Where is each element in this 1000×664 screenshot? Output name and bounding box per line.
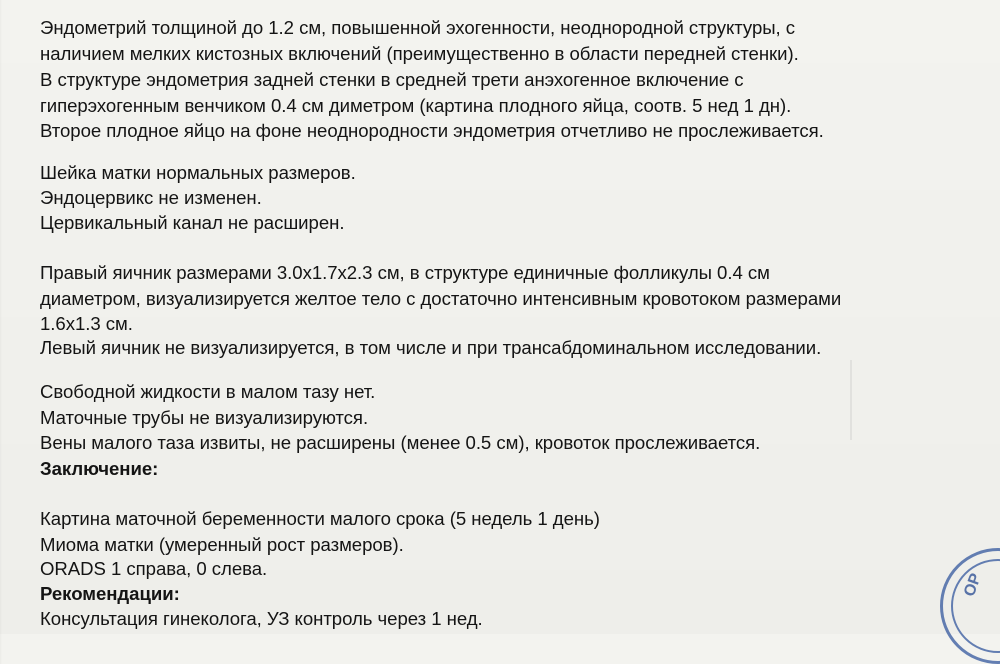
stamp-text: ОР <box>961 571 985 599</box>
text-line: Маточные трубы не визуализируются. <box>40 407 369 428</box>
text-line: диаметром, визуализируется желтое тело с достаточно интенсивным кровотоком размерами <box>40 288 842 309</box>
conclusion-heading: Заключение: <box>40 458 159 479</box>
text-line: Цервикальный канал не расширен. <box>40 212 345 233</box>
text-line: 1.6х1.3 см. <box>40 313 133 334</box>
text-line: В структуре эндометрия задней стенки в средней трети анэхогенное включение с <box>40 69 744 90</box>
recommendations-heading: Рекомендации: <box>40 583 180 604</box>
text-line: ORADS 1 справа, 0 слева. <box>40 558 268 579</box>
text-line: Второе плодное яйцо на фоне неоднородности эндометрия отчетливо не прослеживается. <box>40 120 824 141</box>
text-line: Свободной жидкости в малом тазу нет. <box>40 381 376 402</box>
text-line: Правый яичник размерами 3.0х1.7х2.3 см, в структуре единичные фолликулы 0.4 см <box>40 262 770 283</box>
text-line: Консультация гинеколога, УЗ контроль через 1 нед. <box>40 608 483 629</box>
text-line: гиперэхогенным венчиком 0.4 см диметром (картина плодного яйца, соотв. 5 нед 1 дн). <box>40 95 792 116</box>
scan-artifact <box>850 360 852 440</box>
text-line: Эндометрий толщиной до 1.2 см, повышенной эхогенности, неоднородной структуры, с <box>40 17 796 38</box>
text-line: Картина маточной беременности малого срока (5 недель 1 день) <box>40 508 600 529</box>
text-line: Миома матки (умеренный рост размеров). <box>40 534 404 555</box>
text-line: наличием мелких кистозных включений (преимущественно в области передней стенки). <box>40 43 799 64</box>
text-line: Вены малого таза извиты, не расширены (менее 0.5 см), кровоток прослеживается. <box>40 432 761 453</box>
text-line: Шейка матки нормальных размеров. <box>40 162 356 183</box>
text-line: Эндоцервикс не изменен. <box>40 187 262 208</box>
stamp-seal <box>940 548 1000 664</box>
text-line: Левый яичник не визуализируется, в том числе и при трансабдоминальном исследовании. <box>40 337 822 358</box>
